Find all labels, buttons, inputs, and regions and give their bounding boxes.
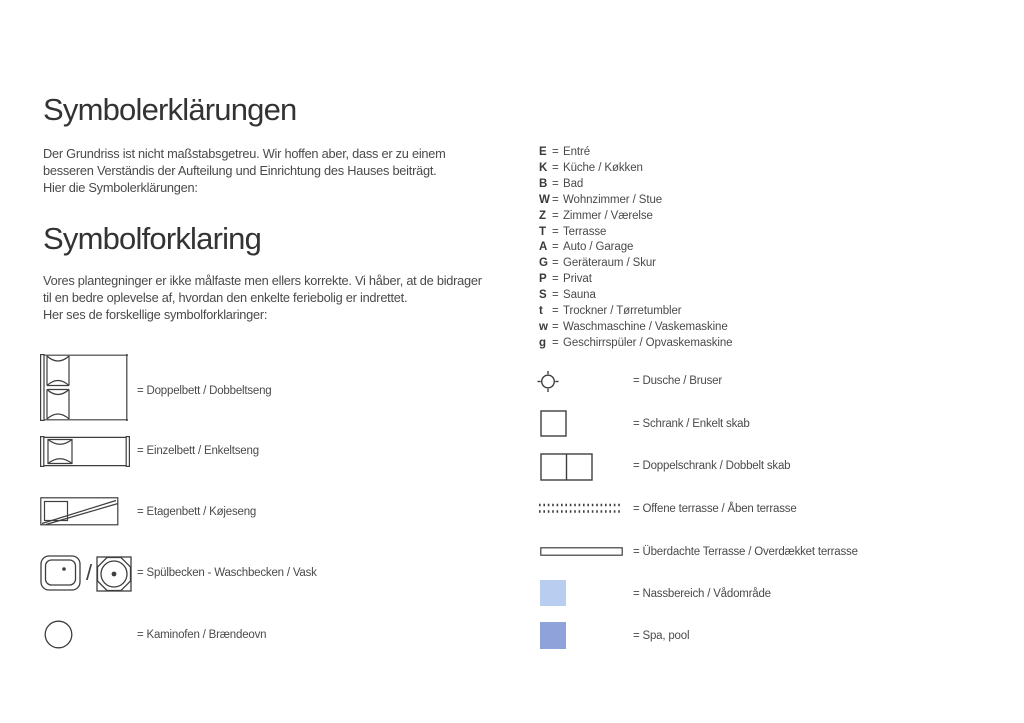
symbol-label-covered-terrace: = Überdachte Terrasse / Overdækket terrasse [633, 546, 858, 558]
wash-basin-icon [96, 556, 132, 592]
letter-legend-row [539, 304, 732, 320]
symbol-label-single-bed: = Einzelbett / Enkeltseng [137, 445, 259, 457]
symbol-label-single-closet: = Schrank / Enkelt skab [633, 418, 750, 430]
letter-legend-row [539, 225, 732, 241]
intro-german-line1: Der Grundriss ist nicht maßstabsgetreu. Wir hoffen aber, dass er zu einem [43, 146, 446, 161]
legend-text: Bad [563, 177, 584, 190]
legend-letter: W [539, 193, 550, 206]
legend-letter: T [539, 225, 546, 238]
symbol-label-shower: = Dusche / Bruser [633, 375, 722, 387]
letter-legend-row [539, 336, 732, 352]
letter-legend [539, 145, 732, 352]
wet-area-swatch [540, 580, 566, 606]
legend-letter: S [539, 289, 547, 302]
legend-letter: P [539, 273, 547, 286]
legend-text: Terrasse [563, 225, 607, 238]
intro-text-danish [43, 272, 482, 323]
legend-text: Sauna [563, 289, 596, 302]
intro-danish-line2: til en bedre oplevelse af, hvordan den enkelte feriebolig er indrettet. [43, 290, 408, 305]
legend-text: Entré [563, 146, 590, 158]
letter-legend-row [539, 161, 732, 177]
double-closet-icon [540, 453, 593, 481]
legend-text: Auto / Garage [563, 241, 634, 254]
intro-text-german [43, 145, 446, 196]
symbol-label-open-terrace: = Offene terrasse / Åben terrasse [633, 503, 797, 515]
single-bed-icon [40, 436, 130, 467]
legend-text: Zimmer / Værelse [563, 209, 653, 222]
equals-sign: = [552, 336, 559, 349]
shower-icon [537, 370, 559, 393]
legend-letter: E [539, 146, 547, 158]
intro-danish-line3: Her ses de forskellige symbolforklaringer: [43, 307, 268, 322]
legend-letter: w [539, 320, 548, 333]
letter-legend-row [539, 209, 732, 225]
equals-sign: = [552, 193, 559, 206]
slash-separator: / [86, 560, 93, 585]
letter-legend-row [539, 320, 732, 336]
symbol-label-double-closet: = Doppelschrank / Dobbelt skab [633, 460, 791, 472]
kitchen-sink-icon [40, 555, 82, 592]
symbol-label-double-bed: = Doppelbett / Dobbeltseng [137, 385, 272, 397]
page-title-german: Symbolerklärungen [43, 92, 297, 127]
legend-text: Geräteraum / Skur [563, 257, 656, 270]
equals-sign: = [552, 225, 559, 238]
equals-sign: = [552, 146, 559, 158]
intro-german-line3: Hier die Symbolerklärungen: [43, 180, 198, 195]
bunk-bed-icon [40, 497, 119, 526]
legend-letter: A [539, 241, 548, 254]
symbol-label-wood-stove: = Kaminofen / Brændeovn [137, 629, 267, 641]
symbol-label-wet-area: = Nassbereich / Vådområde [633, 588, 771, 600]
legend-letter: g [539, 336, 546, 349]
legend-text: Waschmaschine / Vaskemaskine [563, 320, 728, 333]
legend-text: Wohnzimmer / Stue [563, 193, 663, 206]
symbol-label-spa-pool: = Spa, pool [633, 630, 690, 642]
letter-legend-row [539, 272, 732, 288]
legend-letter: G [539, 257, 548, 270]
symbol-label-sink: = Spülbecken - Waschbecken / Vask [137, 567, 317, 579]
double-bed-icon [40, 354, 128, 421]
spa-pool-swatch [540, 622, 566, 649]
legend-letter: B [539, 177, 548, 190]
letter-legend-row [539, 288, 732, 304]
letter-legend-row [539, 256, 732, 272]
equals-sign: = [552, 273, 559, 286]
legend-text: Geschirrspüler / Opvaskemaskine [563, 336, 733, 349]
wood-stove-icon [44, 620, 73, 649]
equals-sign: = [552, 320, 559, 333]
letter-legend-row [539, 240, 732, 256]
equals-sign: = [552, 161, 559, 174]
letter-legend-row [539, 193, 732, 209]
equals-sign: = [552, 241, 559, 254]
equals-sign: = [552, 305, 559, 318]
letter-legend-row [539, 145, 732, 161]
legend-text: Küche / Køkken [563, 161, 643, 174]
equals-sign: = [552, 177, 559, 190]
intro-german-line2: besseren Verständis der Aufteilung und Einrichtung des Hauses beiträgt. [43, 163, 437, 178]
intro-danish-line1: Vores plantegninger er ikke målfaste men ellers korrekte. Vi håber, at de bidrager [43, 273, 482, 288]
page-title-danish: Symbolforklaring [43, 221, 262, 256]
letter-legend-row [539, 177, 732, 193]
symbol-label-bunk-bed: = Etagenbett / Køjeseng [137, 506, 257, 518]
equals-sign: = [552, 289, 559, 302]
legend-letter: K [539, 161, 548, 174]
covered-terrace-icon [540, 547, 623, 556]
open-terrace-icon [538, 502, 622, 515]
legend-letter: Z [539, 209, 546, 222]
legend-letter: t [539, 305, 543, 318]
equals-sign: = [552, 257, 559, 270]
legend-text: Privat [563, 273, 592, 286]
single-closet-icon [540, 410, 567, 437]
legend-text: Trockner / Tørretumbler [563, 305, 682, 318]
equals-sign: = [552, 209, 559, 222]
